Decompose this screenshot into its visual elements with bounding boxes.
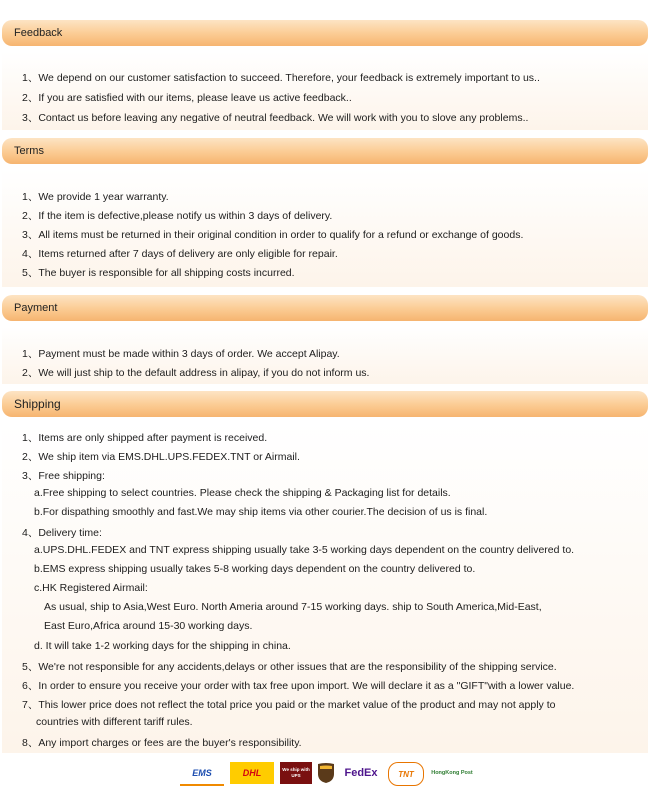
- section-title: Feedback: [14, 27, 63, 39]
- ups-shield-icon: [316, 762, 336, 784]
- section-title: Terms: [14, 145, 44, 157]
- section-header-payment: [2, 295, 648, 321]
- list-item: a.Free shipping to select countries. Please check the shipping & Packaging list for details.: [34, 487, 451, 499]
- list-item: c.HK Registered Airmail:: [34, 582, 148, 594]
- list-item: 7、This lower price does not reflect the total price you paid or the market value of the product and may not apply to: [22, 699, 556, 711]
- section-title: Shipping: [14, 397, 61, 411]
- list-item: 4、Delivery time:: [22, 527, 102, 539]
- carrier-logos: [180, 758, 476, 788]
- section-title: Payment: [14, 302, 58, 314]
- list-item: countries with different tariff rules.: [36, 716, 193, 728]
- list-item: d. It will take 1-2 working days for the shipping in china.: [34, 640, 291, 652]
- list-item: 2、We ship item via EMS.DHL.UPS.FEDEX.TNT or Airmail.: [22, 451, 300, 463]
- list-item: East Euro,Africa around 15-30 working days.: [44, 620, 253, 632]
- list-item: 2、We will just ship to the default address in alipay, if you do not inform us.: [22, 367, 370, 379]
- list-item: 5、The buyer is responsible for all shipping costs incurred.: [22, 267, 295, 279]
- list-item: 5、We're not responsible for any accidents,delays or other issues that are the responsibility of the shipping service.: [22, 661, 557, 673]
- list-item: 1、Payment must be made within 3 days of order. We accept Alipay.: [22, 348, 340, 360]
- list-item: 2、If you are satisfied with our items, please leave us active feedback..: [22, 92, 352, 104]
- list-item: a.UPS.DHL.FEDEX and TNT express shipping usually take 3-5 working days dependent on the country delivered to.: [34, 544, 575, 556]
- hongkong-post-logo: HongKong Post: [431, 770, 473, 776]
- section-header-feedback: [2, 20, 648, 46]
- ups-badge-logo: We ship with UPS: [280, 762, 312, 784]
- list-item: 1、We depend on our customer satisfaction to succeed. Therefore, your feedback is extremely important to us..: [22, 72, 540, 84]
- fedex-logo: FedEx: [344, 767, 378, 779]
- list-item: b.EMS express shipping usually takes 5-8 working days dependent on the country delivered to.: [34, 563, 476, 575]
- dhl-logo: DHL: [230, 762, 274, 784]
- list-item: 6、In order to ensure you receive your order with tax free upon import. We will declare it as a "GIFT"with a lower value.: [22, 680, 575, 692]
- list-item: b.For dispathing smoothly and fast.We may ship items via other courier.The decision of us is final.: [34, 506, 488, 518]
- list-item: 1、We provide 1 year warranty.: [22, 191, 169, 203]
- ems-logo: EMS: [180, 762, 224, 786]
- list-item: 4、Items returned after 7 days of delivery are only eligible for repair.: [22, 248, 338, 260]
- list-item: 3、Free shipping:: [22, 470, 105, 482]
- tnt-logo: TNT: [388, 762, 424, 786]
- list-item: 1、Items are only shipped after payment is received.: [22, 432, 268, 444]
- list-item: As usual, ship to Asia,West Euro. North Ameria around 7-15 working days. ship to South America,Mid-East,: [44, 601, 542, 613]
- list-item: 2、If the item is defective,please notify us within 3 days of delivery.: [22, 210, 333, 222]
- list-item: 3、Contact us before leaving any negative of neutral feedback. We will work with you to slove any problems..: [22, 112, 529, 124]
- section-header-terms: [2, 138, 648, 164]
- list-item: 3、All items must be returned in their original condition in order to qualify for a refund or exchange of goods.: [22, 229, 524, 241]
- list-item: 8、Any import charges or fees are the buyer's responsibility.: [22, 737, 302, 749]
- section-header-shipping: [2, 391, 648, 417]
